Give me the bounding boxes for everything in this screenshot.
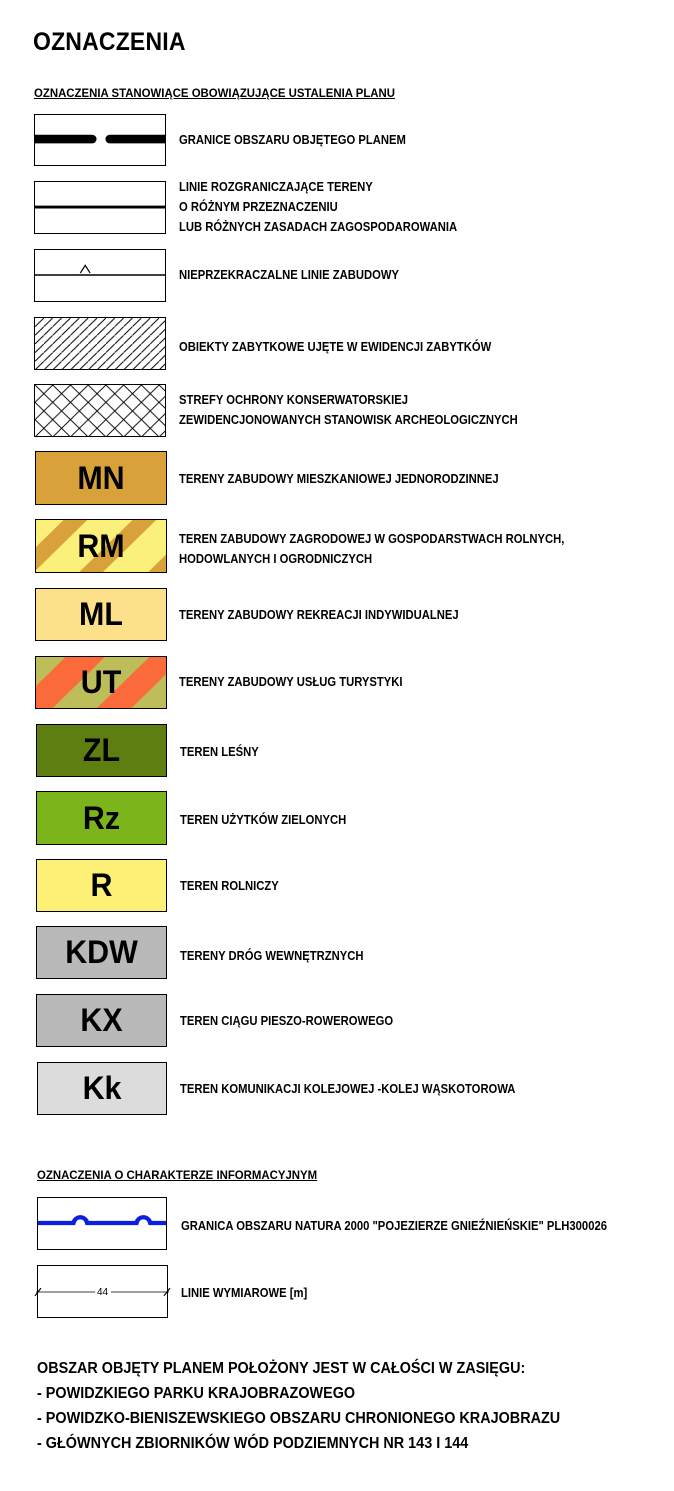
zone-kk-swatch (37, 1062, 167, 1115)
zone-rm-swatch (35, 519, 167, 573)
thick-dashed-line-icon (35, 115, 165, 165)
zone-kx-swatch (36, 994, 167, 1047)
label-boundary (179, 130, 406, 150)
archaeology-hatch-symbol (34, 384, 166, 437)
zone-code: UT (80, 664, 122, 700)
label-zl (180, 742, 259, 762)
label-line: GRANICA OBSZARU NATURA 2000 "POJEZIERZE GNIEŹNIEŃSKIE" PLH300026 (181, 1219, 607, 1233)
label-line: HODOWLANYCH I OGRODNICZYCH (179, 552, 373, 566)
label-ut (179, 672, 403, 692)
zone-ut-swatch (35, 656, 167, 709)
zone-kdw-swatch (36, 926, 167, 979)
label-kx (180, 1011, 393, 1031)
zone-code: ZL (82, 732, 121, 768)
building-line-symbol (34, 249, 166, 302)
label-monuments (179, 337, 491, 357)
label-dividing-lines (179, 177, 457, 237)
label-archaeology (179, 390, 518, 430)
label-line: TEREN UŻYTKÓW ZIELONYCH (180, 813, 347, 827)
label-line: TEREN ZABUDOWY ZAGRODOWEJ W GOSPODARSTWACH ROLNYCH, (179, 532, 565, 546)
building-line-caret-icon (35, 250, 165, 301)
protection-note (37, 1356, 560, 1456)
section-heading-info: OZNACZENIA O CHARAKTERZE INFORMACYJNYM (37, 1168, 318, 1182)
label-ml (179, 605, 459, 625)
label-line: TEREN CIĄGU PIESZO-ROWEROWEGO (180, 1014, 394, 1028)
zone-code: KDW (65, 934, 138, 970)
label-line: OBIEKTY ZABYTKOWE UJĘTE W EWIDENCJI ZABYTKÓW (179, 340, 492, 354)
label-line: LINIE ROZGRANICZAJĄCE TERENY (179, 180, 373, 194)
dividing-line-symbol (34, 181, 166, 234)
label-line: TEREN KOMUNIKACJI KOLEJOWEJ -KOLEJ WĄSKOTOROWA (180, 1082, 516, 1096)
natura-2000-line-icon (38, 1198, 166, 1249)
zone-code: R (90, 867, 113, 903)
label-mn (179, 469, 499, 489)
zone-mn-swatch (35, 451, 167, 505)
page-title: OZNACZENIA (33, 28, 186, 56)
label-line: ZEWIDENCJONOWANYCH STANOWISK ARCHEOLOGICZNYCH (179, 413, 518, 427)
natura-boundary-symbol (37, 1197, 167, 1250)
label-line: TERENY ZABUDOWY MIESZKANIOWEJ JEDNORODZINNEJ (179, 472, 499, 486)
label-line: STREFY OCHRONY KONSERWATORSKIEJ (179, 393, 409, 407)
note-line: - POWIDZKO-BIENISZEWSKIEGO OBSZARU CHRONIONEGO KRAJOBRAZU (37, 1410, 561, 1427)
label-line: TERENY ZABUDOWY USŁUG TURYSTYKI (179, 675, 403, 689)
label-natura (181, 1216, 607, 1236)
label-line: O RÓŻNYM PRZEZNACZENIU (179, 200, 338, 214)
zone-rz-swatch (36, 791, 167, 845)
label-line: NIEPRZEKRACZALNE LINIE ZABUDOWY (179, 268, 400, 282)
zone-code: Kk (82, 1070, 122, 1106)
note-line: OBSZAR OBJĘTY PLANEM POŁOŻONY JEST W CAŁOŚCI W ZASIĘGU: (37, 1360, 526, 1377)
zone-code: RM (77, 527, 125, 564)
label-line: TERENY DRÓG WEWNĘTRZNYCH (180, 949, 364, 963)
diagonal-hatch-icon (35, 318, 165, 369)
zone-code: ML (79, 596, 123, 632)
zone-code: Rz (82, 799, 121, 836)
label-line: LUB RÓŻNYCH ZASADACH ZAGOSPODAROWANIA (179, 220, 458, 234)
note-line: - POWIDZKIEGO PARKU KRAJOBRAZOWEGO (37, 1385, 356, 1402)
label-line: LINIE WYMIAROWE [m] (181, 1286, 308, 1300)
boundary-line-symbol (34, 114, 166, 166)
note-line: - GŁÓWNYCH ZBIORNIKÓW WÓD PODZIEMNYCH NR 143 I 144 (37, 1435, 469, 1452)
cross-hatch-icon (35, 385, 165, 436)
zone-code: MN (77, 459, 125, 496)
label-line: GRANICE OBSZARU OBJĘTEGO PLANEM (179, 133, 406, 147)
label-kdw (180, 946, 364, 966)
dimension-value: 44 (96, 1287, 109, 1298)
label-building-lines (179, 265, 399, 285)
label-line: TERENY ZABUDOWY REKREACJI INDYWIDUALNEJ (179, 608, 459, 622)
dimension-line-symbol (37, 1265, 168, 1318)
label-kk (180, 1079, 515, 1099)
label-r (180, 876, 279, 896)
zone-ml-swatch (35, 588, 167, 641)
zone-r-swatch (36, 859, 167, 912)
label-rm (179, 529, 564, 569)
solid-line-icon (35, 182, 165, 233)
zone-zl-swatch (36, 724, 167, 777)
zone-code: KX (80, 1002, 123, 1038)
label-rz (180, 810, 346, 830)
label-line: TEREN LEŚNY (180, 745, 259, 759)
section-heading-binding: OZNACZENIA STANOWIĄCE OBOWIĄZUJĄCE USTALENIA PLANU (34, 86, 395, 100)
monument-hatch-symbol (34, 317, 166, 370)
label-dimension (181, 1283, 307, 1303)
label-line: TEREN ROLNICZY (180, 879, 279, 893)
